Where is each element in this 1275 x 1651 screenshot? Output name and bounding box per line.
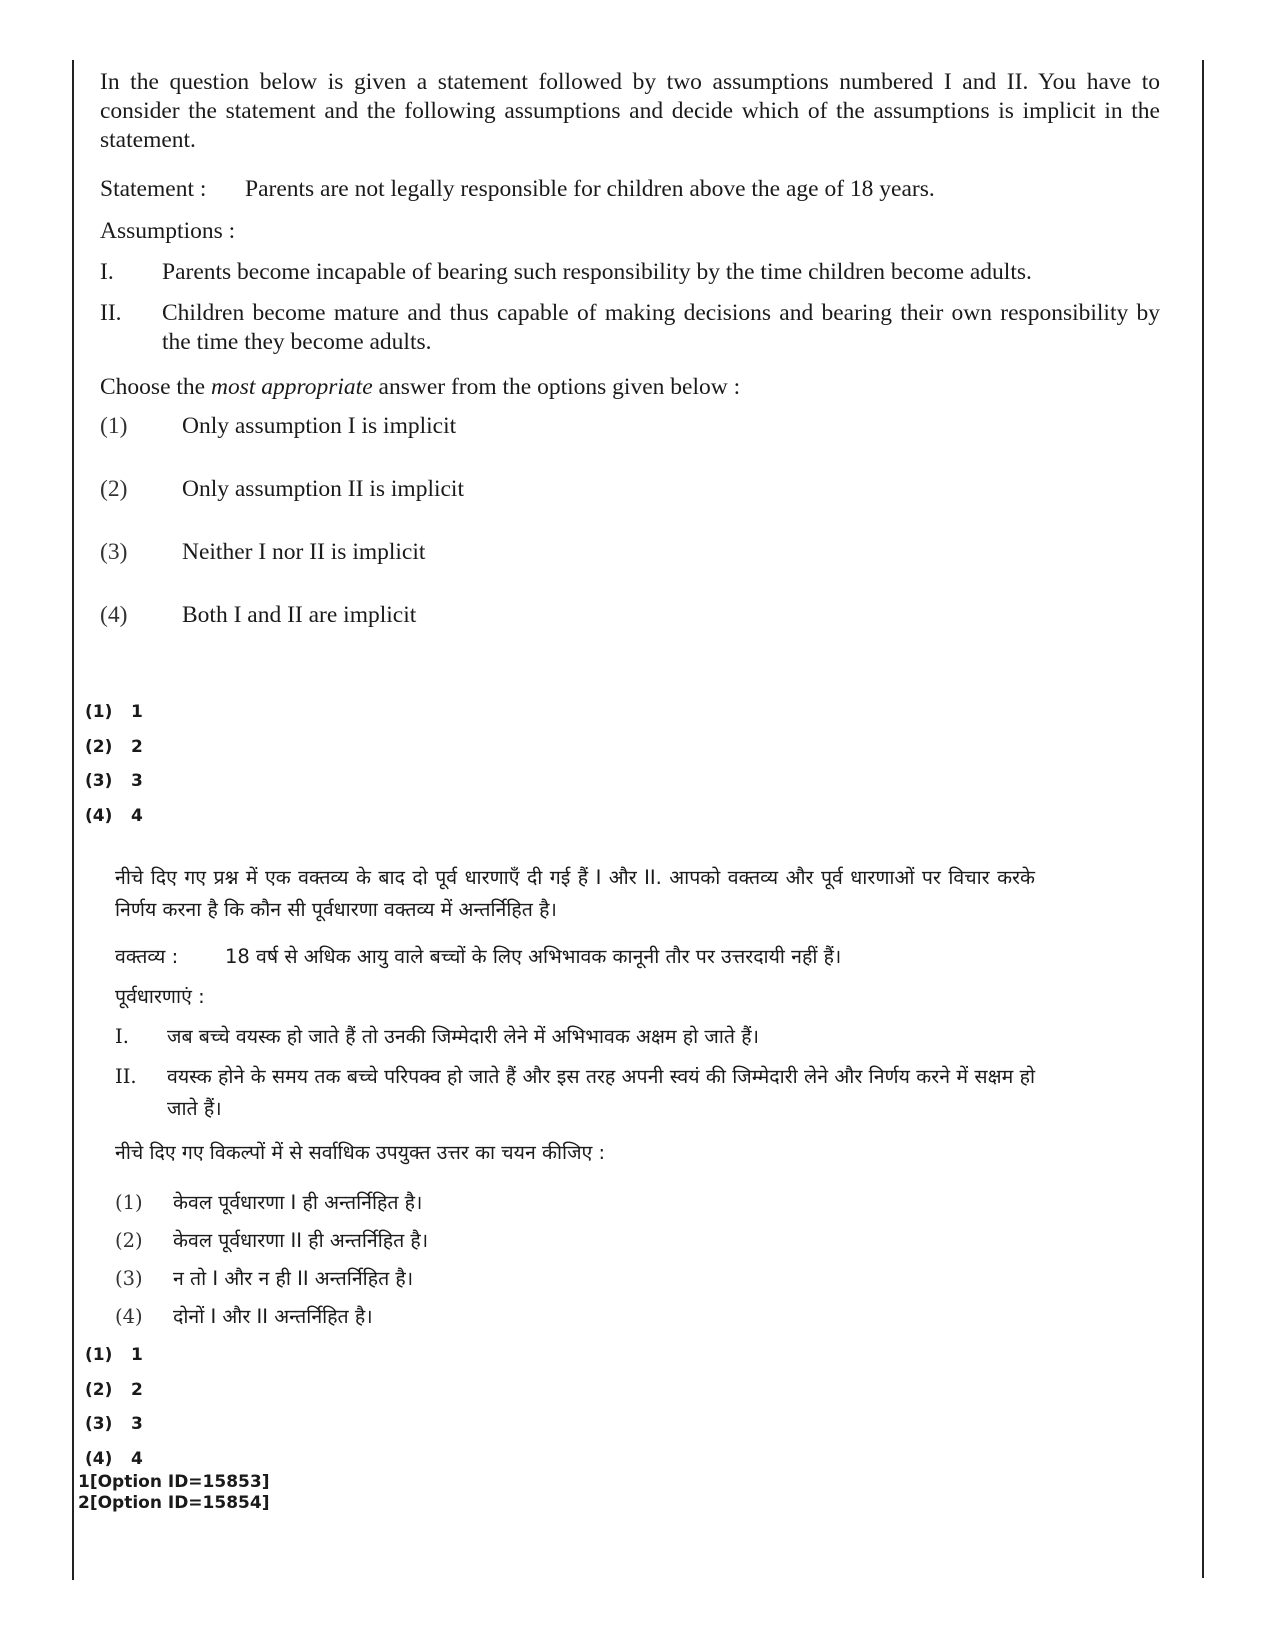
answer-choice[interactable] bbox=[85, 702, 143, 737]
answer-choice[interactable] bbox=[85, 1345, 143, 1380]
option-number: (1) bbox=[100, 413, 128, 439]
assumption-number: I. bbox=[100, 259, 114, 285]
choose-post: answer from the options given below : bbox=[372, 374, 741, 400]
choose-instruction bbox=[100, 373, 1160, 402]
answer-choice[interactable] bbox=[85, 771, 143, 806]
option-number: (4) bbox=[115, 1305, 143, 1328]
english-question bbox=[100, 68, 1160, 664]
answer-choices-hindi bbox=[85, 1345, 143, 1483]
question-intro: In the question below is given a statement followed by two assumptions numbered I and II. You have to consider the statement and the following assumptions and decide which of the assumptions is implicit in the statement. bbox=[100, 69, 1160, 153]
assumption-item-hindi bbox=[115, 1021, 1035, 1053]
option-text: दोनों I और II अन्तर्निहित है। bbox=[173, 1305, 373, 1328]
answer-key: (1) bbox=[85, 702, 113, 722]
option-item bbox=[115, 1225, 1035, 1263]
answer-key: (3) bbox=[85, 1414, 113, 1434]
option-text: Both I and II are implicit bbox=[182, 602, 417, 628]
assumption-text: Children become mature and thus capable of making decisions and bearing their own responsibility by the time they become adults. bbox=[162, 300, 1160, 355]
assumption-text: जब बच्चे वयस्क हो जाते हैं तो उनकी जिम्मेदारी लेने में अभिभावक अक्षम हो जाते हैं। bbox=[167, 1025, 759, 1048]
choose-pre: Choose the bbox=[100, 374, 211, 400]
option-item bbox=[115, 1301, 1035, 1339]
statement-label: Statement : bbox=[100, 176, 207, 202]
option-id: 1[Option ID=15853] bbox=[78, 1472, 270, 1492]
answer-key: (1) bbox=[85, 1345, 113, 1365]
answer-value: 2 bbox=[131, 1379, 143, 1400]
option-text: Only assumption II is implicit bbox=[182, 476, 464, 502]
answer-key: (3) bbox=[85, 771, 113, 791]
assumptions-heading-hindi: पूर्वधारणाएं : bbox=[115, 985, 205, 1008]
answer-choice[interactable] bbox=[85, 806, 143, 841]
option-number: (2) bbox=[115, 1229, 143, 1252]
option-item bbox=[115, 1187, 1035, 1225]
assumption-item bbox=[100, 299, 1160, 357]
answer-key: (2) bbox=[85, 736, 113, 757]
option-number: (3) bbox=[115, 1267, 143, 1290]
answer-value: 1 bbox=[131, 1345, 143, 1365]
assumptions-heading: Assumptions : bbox=[100, 218, 236, 244]
answer-choice[interactable] bbox=[85, 1380, 143, 1415]
answer-key: (4) bbox=[85, 1448, 113, 1469]
statement-text-hindi: 18 वर्ष से अधिक आयु वाले बच्चों के लिए अभिभावक कानूनी तौर पर उत्तरदायी नहीं हैं। bbox=[225, 945, 842, 968]
answer-choice[interactable] bbox=[85, 737, 143, 772]
answer-choices-english bbox=[85, 702, 143, 840]
answer-key: (4) bbox=[85, 805, 113, 826]
answer-value: 4 bbox=[131, 805, 143, 826]
assumption-text: वयस्क होने के समय तक बच्चे परिपक्व हो जाते हैं और इस तरह अपनी स्वयं की जिम्मेदारी लेने और निर्णय करने में सक्षम हो जाते हैं। bbox=[167, 1065, 1035, 1120]
statement-text: Parents are not legally responsible for children above the age of 18 years. bbox=[245, 176, 935, 202]
answer-value: 2 bbox=[131, 736, 143, 757]
option-text: Neither I nor II is implicit bbox=[182, 539, 426, 565]
option-text: न तो I और न ही II अन्तर्निहित है। bbox=[173, 1267, 414, 1290]
option-id: 2[Option ID=15854] bbox=[78, 1493, 270, 1513]
assumption-item bbox=[100, 258, 1160, 287]
option-text: केवल पूर्वधारणा I ही अन्तर्निहित है। bbox=[173, 1191, 423, 1214]
assumption-text: Parents become incapable of bearing such responsibility by the time children become adults. bbox=[162, 259, 1032, 285]
option-item bbox=[115, 1263, 1035, 1301]
option-item bbox=[100, 601, 1160, 664]
statement-label-hindi: वक्तव्य : bbox=[115, 945, 179, 968]
hindi-question bbox=[115, 862, 1035, 1339]
option-number: (1) bbox=[115, 1191, 143, 1214]
answer-choice[interactable] bbox=[85, 1414, 143, 1449]
option-item bbox=[100, 538, 1160, 601]
left-border-line bbox=[72, 60, 74, 1580]
option-number: (3) bbox=[100, 539, 128, 565]
choose-instruction-hindi: नीचे दिए गए विकल्पों में से सर्वाधिक उपयुक्त उत्तर का चयन कीजिए : bbox=[115, 1141, 606, 1164]
assumption-number: II. bbox=[115, 1065, 137, 1088]
answer-key: (2) bbox=[85, 1379, 113, 1400]
option-number: (2) bbox=[100, 476, 128, 502]
answer-value: 1 bbox=[131, 702, 143, 722]
assumption-number: II. bbox=[100, 300, 122, 326]
option-list-hindi bbox=[115, 1187, 1035, 1339]
answer-value: 3 bbox=[131, 1414, 143, 1434]
option-text: Only assumption I is implicit bbox=[182, 413, 457, 439]
option-number: (4) bbox=[100, 602, 128, 628]
option-text: केवल पूर्वधारणा II ही अन्तर्निहित है। bbox=[173, 1229, 429, 1252]
option-list bbox=[100, 412, 1160, 664]
answer-value: 4 bbox=[131, 1448, 143, 1469]
statement-hindi bbox=[115, 941, 1035, 973]
option-item bbox=[100, 412, 1160, 475]
assumption-item-hindi bbox=[115, 1061, 1035, 1125]
assumption-number: I. bbox=[115, 1025, 129, 1048]
statement bbox=[100, 175, 1160, 204]
answer-value: 3 bbox=[131, 771, 143, 791]
option-id-list bbox=[78, 1472, 269, 1514]
choose-emphasis: most appropriate bbox=[210, 374, 373, 400]
option-item bbox=[100, 475, 1160, 538]
right-border-line bbox=[1202, 60, 1204, 1578]
question-intro-hindi: नीचे दिए गए प्रश्न में एक वक्तव्य के बाद दो पूर्व धारणाएँ दी गई हैं I और II. आपको वक्तव्य और पूर्व धारणाओं पर विचार करके निर्णय करना है कि कौन सी पूर्वधारणा वक्तव्य में अन्तर्निहित है। bbox=[115, 866, 1035, 921]
